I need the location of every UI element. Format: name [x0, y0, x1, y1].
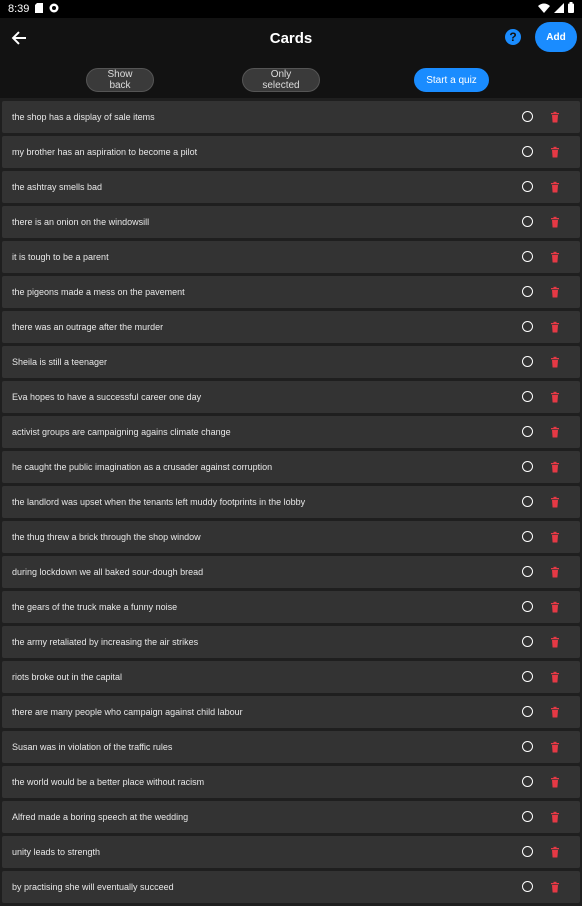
select-radio[interactable] — [522, 566, 533, 577]
select-radio[interactable] — [522, 426, 533, 437]
card-text: there are many people who campaign against child labour — [12, 707, 243, 717]
delete-icon[interactable] — [549, 741, 561, 753]
card-text: the pigeons made a mess on the pavement — [12, 287, 185, 297]
list-item[interactable] — [2, 346, 580, 378]
select-radio[interactable] — [522, 601, 533, 612]
signal-icon — [554, 3, 564, 16]
notification-icon — [49, 3, 59, 16]
select-radio[interactable] — [522, 881, 533, 892]
select-radio[interactable] — [522, 181, 533, 192]
list-item[interactable] — [2, 766, 580, 798]
select-radio[interactable] — [522, 811, 533, 822]
select-radio[interactable] — [522, 636, 533, 647]
wifi-icon — [538, 3, 550, 16]
battery-icon — [568, 2, 574, 16]
delete-icon[interactable] — [549, 461, 561, 473]
delete-icon[interactable] — [549, 846, 561, 858]
status-time: 8:39 — [8, 3, 30, 15]
card-text: activist groups are campaigning agains climate change — [12, 427, 231, 437]
delete-icon[interactable] — [549, 566, 561, 578]
select-radio[interactable] — [522, 706, 533, 717]
select-radio[interactable] — [522, 251, 533, 262]
delete-icon[interactable] — [549, 496, 561, 508]
list-item[interactable] — [2, 416, 580, 448]
delete-icon[interactable] — [549, 391, 561, 403]
list-item[interactable] — [2, 311, 580, 343]
select-radio[interactable] — [522, 216, 533, 227]
sim-card-icon — [35, 3, 43, 16]
card-text: Susan was in violation of the traffic rules — [12, 742, 173, 752]
list-item[interactable] — [2, 276, 580, 308]
list-item[interactable] — [2, 591, 580, 623]
select-radio[interactable] — [522, 741, 533, 752]
select-radio[interactable] — [522, 111, 533, 122]
delete-icon[interactable] — [549, 216, 561, 228]
show-back-button[interactable]: Show back — [86, 68, 154, 92]
list-item[interactable] — [2, 241, 580, 273]
select-radio[interactable] — [522, 776, 533, 787]
select-radio[interactable] — [522, 356, 533, 367]
card-text: there is an onion on the windowsill — [12, 217, 150, 227]
app-bar — [0, 18, 582, 62]
delete-icon[interactable] — [549, 181, 561, 193]
list-item[interactable] — [2, 731, 580, 763]
only-selected-button[interactable]: Only selected — [242, 68, 320, 92]
select-radio[interactable] — [522, 846, 533, 857]
delete-icon[interactable] — [549, 776, 561, 788]
list-item[interactable] — [2, 556, 580, 588]
delete-icon[interactable] — [549, 251, 561, 263]
list-item[interactable] — [2, 521, 580, 553]
card-text: Sheila is still a teenager — [12, 357, 108, 367]
select-radio[interactable] — [522, 391, 533, 402]
help-icon: ? — [509, 30, 517, 44]
delete-icon[interactable] — [549, 881, 561, 893]
list-item[interactable] — [2, 171, 580, 203]
card-text: the shop has a display of sale items — [12, 112, 155, 122]
select-radio[interactable] — [522, 496, 533, 507]
select-radio[interactable] — [522, 461, 533, 472]
delete-icon[interactable] — [549, 531, 561, 543]
card-text: the army retaliated by increasing the air strikes — [12, 637, 199, 647]
page-title: Cards — [269, 30, 313, 47]
card-text: the gears of the truck make a funny noise — [12, 602, 178, 612]
list-item[interactable] — [2, 206, 580, 238]
delete-icon[interactable] — [549, 111, 561, 123]
list-item[interactable] — [2, 801, 580, 833]
list-item[interactable] — [2, 626, 580, 658]
add-button[interactable]: Add — [535, 22, 577, 52]
select-radio[interactable] — [522, 321, 533, 332]
card-text: by practising she will eventually succeed — [12, 882, 174, 892]
list-item[interactable] — [2, 661, 580, 693]
delete-icon[interactable] — [549, 356, 561, 368]
card-text: there was an outrage after the murder — [12, 322, 164, 332]
delete-icon[interactable] — [549, 706, 561, 718]
start-quiz-button[interactable]: Start a quiz — [414, 68, 489, 92]
card-text: during lockdown we all baked sour-dough bread — [12, 567, 204, 577]
card-text: my brother has an aspiration to become a pilot — [12, 147, 198, 157]
help-button[interactable] — [505, 29, 521, 45]
list-item[interactable] — [2, 836, 580, 868]
card-list — [2, 101, 580, 906]
status-bar — [0, 0, 582, 18]
list-item[interactable] — [2, 486, 580, 518]
card-text: the ashtray smells bad — [12, 182, 103, 192]
list-item[interactable] — [2, 136, 580, 168]
card-text: the world would be a better place without racism — [12, 777, 205, 787]
list-item[interactable] — [2, 451, 580, 483]
list-item[interactable] — [2, 696, 580, 728]
delete-icon[interactable] — [549, 286, 561, 298]
list-item[interactable] — [2, 871, 580, 903]
list-item[interactable] — [2, 381, 580, 413]
delete-icon[interactable] — [549, 426, 561, 438]
card-text: riots broke out in the capital — [12, 672, 123, 682]
list-item[interactable] — [2, 101, 580, 133]
card-text: the thug threw a brick through the shop window — [12, 532, 201, 542]
card-text: the landlord was upset when the tenants left muddy footprints in the lobby — [12, 497, 306, 507]
delete-icon[interactable] — [549, 671, 561, 683]
card-text: he caught the public imagination as a crusader against corruption — [12, 462, 273, 472]
select-radio[interactable] — [522, 531, 533, 542]
card-text: Alfred made a boring speech at the wedding — [12, 812, 189, 822]
delete-icon[interactable] — [549, 636, 561, 648]
card-text: unity leads to strength — [12, 847, 101, 857]
delete-icon[interactable] — [549, 146, 561, 158]
card-text: Eva hopes to have a successful career one day — [12, 392, 202, 402]
select-radio[interactable] — [522, 146, 533, 157]
filter-bar — [0, 62, 582, 98]
card-text: it is tough to be a parent — [12, 252, 109, 262]
select-radio[interactable] — [522, 671, 533, 682]
delete-icon[interactable] — [549, 601, 561, 613]
delete-icon[interactable] — [549, 811, 561, 823]
select-radio[interactable] — [522, 286, 533, 297]
delete-icon[interactable] — [549, 321, 561, 333]
